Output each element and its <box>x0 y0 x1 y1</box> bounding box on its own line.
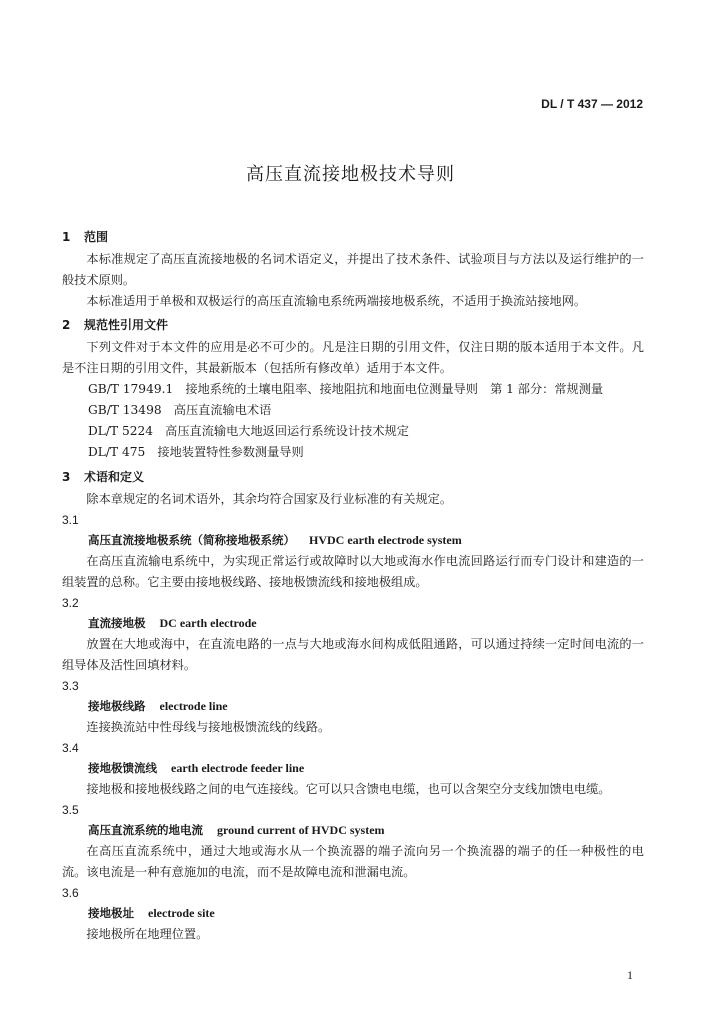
term-cn: 高压直流系统的地电流 <box>88 823 203 837</box>
clause-number: 3.5 <box>62 803 79 817</box>
term-heading <box>62 758 644 779</box>
section-number: 3 <box>62 470 71 484</box>
terms-intro: 除本章规定的名词术语外，其余均符合国家及行业标准的有关规定。 <box>86 492 453 506</box>
term-definition: 连接换流站中性母线与接地极馈流线的线路。 <box>86 720 331 734</box>
term-en: DC earth electrode <box>159 616 257 630</box>
term-definition: 接地极所在地理位置。 <box>86 927 209 941</box>
term-entry <box>62 676 644 738</box>
clause-number: 3.1 <box>62 513 79 527</box>
term-en: HVDC earth electrode system <box>309 533 462 547</box>
reference-item: DL/T 475 接地装置特性参数测量导则 <box>88 445 304 459</box>
document-body <box>62 227 644 945</box>
term-heading <box>62 613 644 634</box>
term-en: electrode line <box>159 699 228 713</box>
clause-number: 3.3 <box>62 679 79 693</box>
term-cn: 直流接地极 <box>88 616 146 630</box>
section-title: 术语和定义 <box>84 470 145 484</box>
section-title: 规范性引用文件 <box>84 318 169 332</box>
term-entry <box>62 883 644 945</box>
section-heading-terms <box>62 467 644 489</box>
section-title: 范围 <box>84 230 109 244</box>
reference-item: DL/T 5224 高压直流输电大地返回运行系统设计技术规定 <box>88 424 409 438</box>
term-definition: 在高压直流输电系统中，为实现正常运行或故障时以大地或海水作电流回路运行而专门设计和建造的一组装置的总称。它主要由接地极线路、接地极馈流线和接地极组成。 <box>62 554 644 589</box>
term-en: electrode site <box>148 906 215 920</box>
term-heading <box>62 530 644 551</box>
reference-item: GB/T 17949.1 接地系统的土壤电阻率、接地阻抗和地面电位测量导则 第 1 部分：常规测量 <box>88 382 604 396</box>
term-en: ground current of HVDC system <box>217 823 385 837</box>
term-heading <box>62 820 644 841</box>
term-cn: 接地极馈流线 <box>88 761 157 775</box>
term-cn: 接地极址 <box>88 906 134 920</box>
term-definition: 放置在大地或海中，在直流电路的一点与大地或海水间构成低阻通路，可以通过持续一定时间电流的一组导体及活性回填材料。 <box>62 637 644 672</box>
standard-code: DL / T 437 — 2012 <box>541 97 643 111</box>
section-number: 2 <box>62 318 71 332</box>
clause-number: 3.6 <box>62 886 79 900</box>
scope-paragraph: 本标准规定了高压直流接地极的名词术语定义，并提出了技术条件、试验项目与方法以及运行维护的一般技术原则。 <box>62 252 644 287</box>
section-number: 1 <box>62 230 71 244</box>
reference-item: GB/T 13498 高压直流输电术语 <box>88 403 272 417</box>
references-intro: 下列文件对于本文件的应用是必不可少的。凡是注日期的引用文件，仅注日期的版本适用于本文件。凡是不注日期的引用文件，其最新版本（包括所有修改单）适用于本文件。 <box>62 340 644 375</box>
section-heading-scope <box>62 227 644 249</box>
clause-number: 3.2 <box>62 596 79 610</box>
term-heading <box>62 903 644 924</box>
term-definition: 接地极和接地极线路之间的电气连接线。它可以只含馈电电缆，也可以含架空分支线加馈电电缆。 <box>86 782 611 796</box>
term-entry <box>62 510 644 593</box>
document-title: 高压直流接地极技术导则 <box>246 164 455 185</box>
term-en: earth electrode feeder line <box>171 761 305 775</box>
term-cn: 接地极线路 <box>88 699 146 713</box>
scope-paragraph: 本标准适用于单极和双极运行的高压直流输电系统两端接地极系统，不适用于换流站接地网。 <box>86 294 587 308</box>
page-number: 1 <box>627 968 633 982</box>
term-entry <box>62 738 644 800</box>
section-heading-normative-references <box>62 315 644 337</box>
term-cn: 高压直流接地极系统（简称接地极系统） <box>88 533 295 547</box>
clause-number: 3.4 <box>62 741 79 755</box>
term-heading <box>62 696 644 717</box>
term-entry <box>62 800 644 883</box>
term-definition: 在高压直流系统中，通过大地或海水从一个换流器的端子流向另一个换流器的端子的任一种极性的电流。该电流是一种有意施加的电流，而不是故障电流和泄漏电流。 <box>62 844 644 879</box>
term-entry <box>62 593 644 676</box>
